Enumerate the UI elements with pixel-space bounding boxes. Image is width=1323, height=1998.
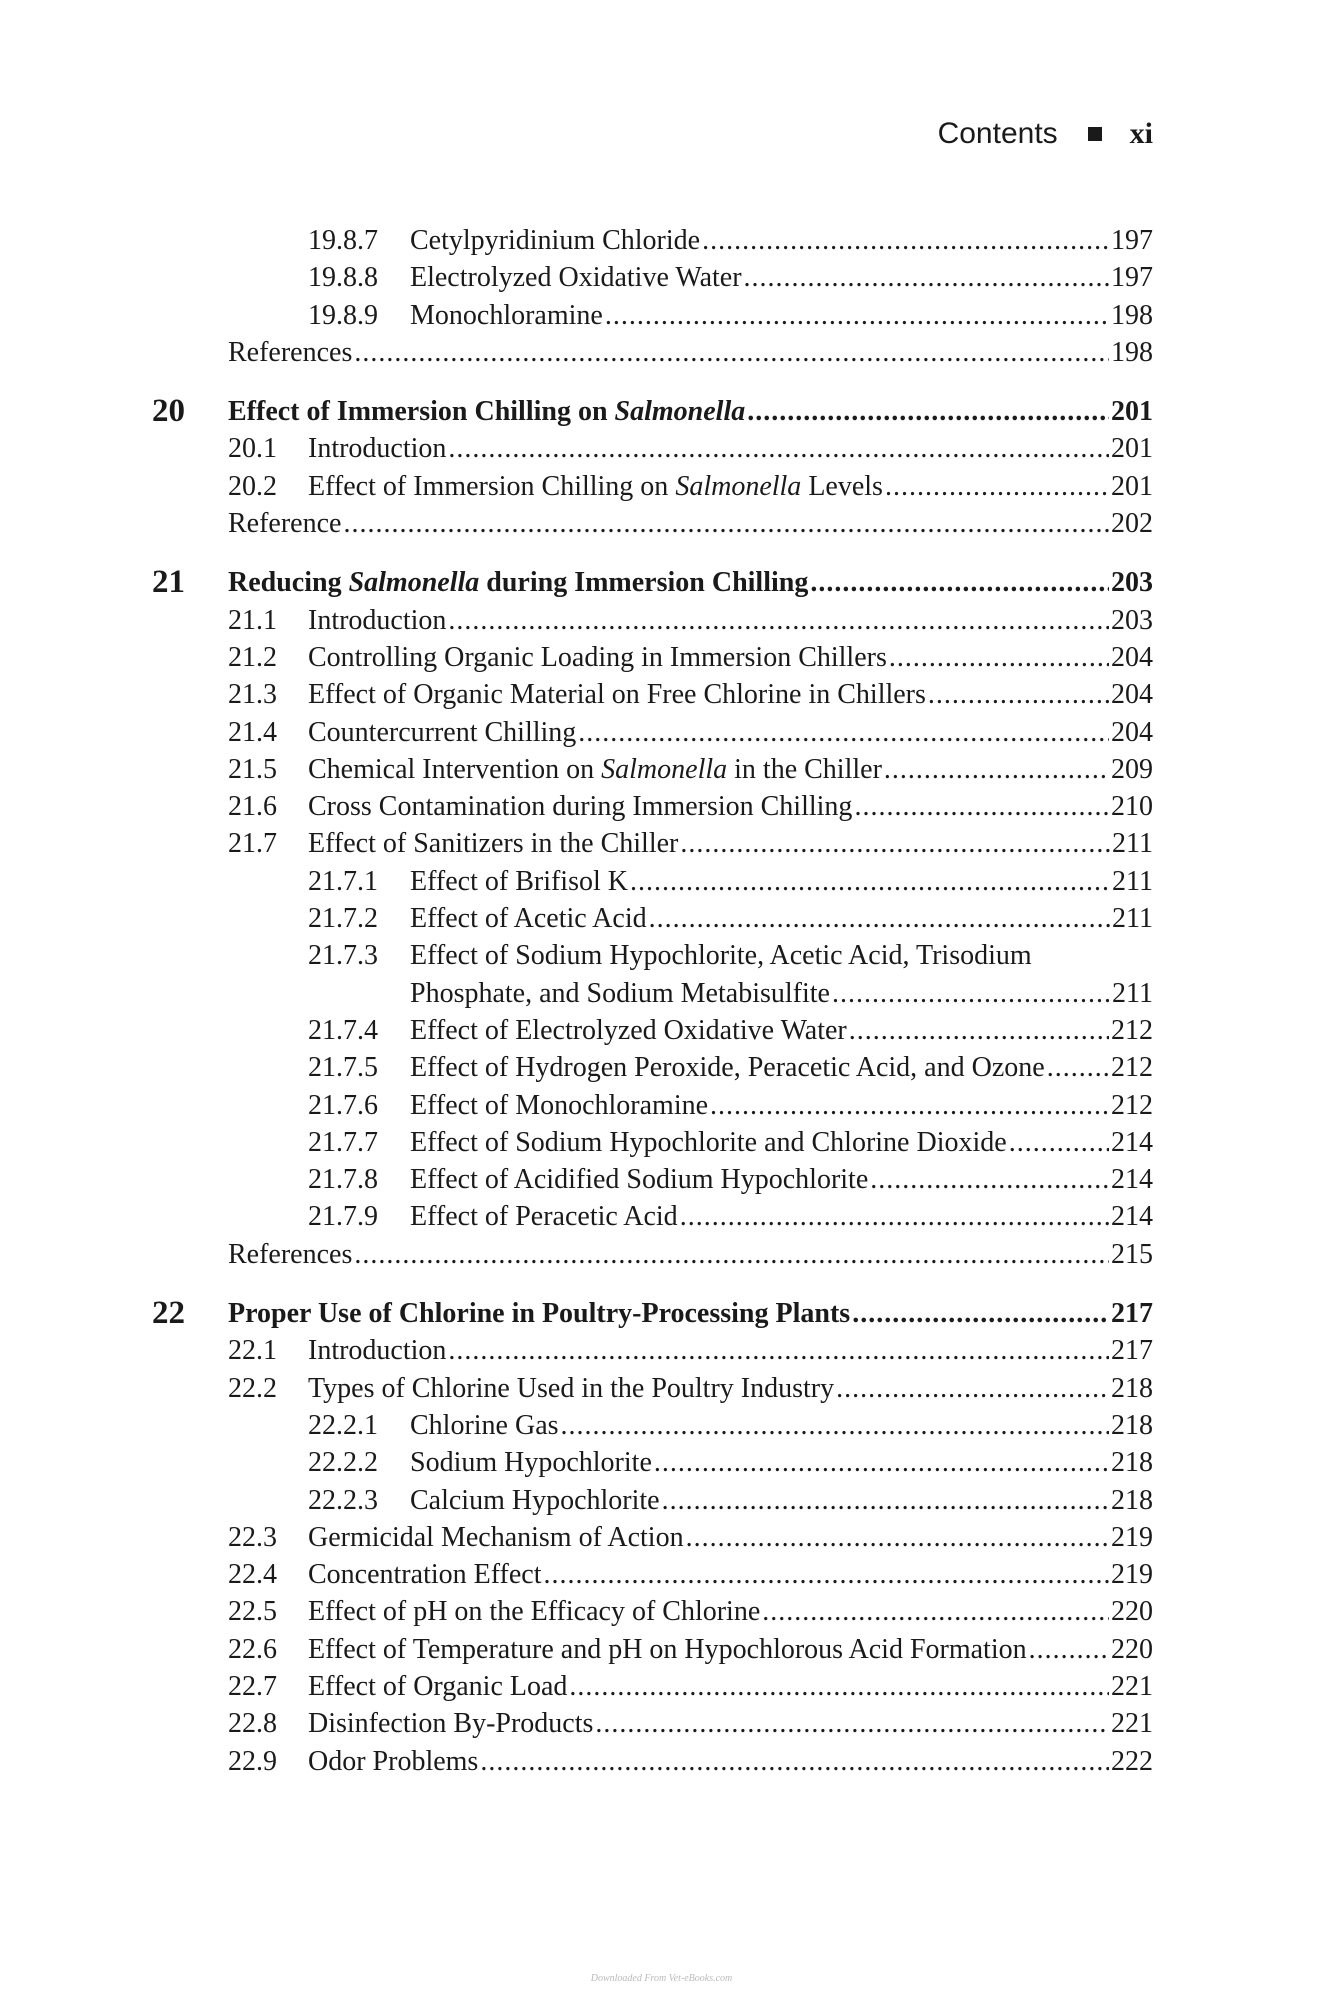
toc-entry-number: 21.7.4 [308, 1014, 378, 1046]
toc-entry-page: 212 [1111, 1014, 1153, 1046]
toc-entry-title: Reducing Salmonella during Immersion Chilling [228, 567, 809, 599]
dot-leader [654, 1444, 1109, 1481]
dot-leader [630, 863, 1110, 900]
toc-entry-row[interactable] [0, 1482, 1323, 1519]
toc-entry-title-line [410, 222, 1153, 259]
toc-entry-page: 215 [1111, 1238, 1153, 1270]
toc-entry-title-line [410, 1049, 1153, 1086]
dot-leader [354, 334, 1109, 371]
toc-entry-page: 209 [1111, 753, 1153, 785]
toc-entry-row[interactable] [0, 222, 1323, 259]
toc-entry-title: References [228, 1238, 353, 1270]
toc-entry-row[interactable] [0, 863, 1323, 900]
toc-entry-title-line [308, 602, 1153, 639]
toc-entry-page: 219 [1111, 1521, 1153, 1553]
toc-entry-title: Effect of Organic Load [308, 1670, 568, 1702]
toc-entry-title-line [410, 297, 1153, 334]
toc-entry-page: 212 [1111, 1052, 1153, 1084]
toc-entry-title: Effect of Hydrogen Peroxide, Peracetic Acid, and Ozone [410, 1052, 1045, 1084]
dot-leader [810, 564, 1109, 601]
toc-entry-number: 21 [152, 564, 185, 601]
toc-entry-number: 19.8.8 [308, 262, 378, 294]
dot-leader [1009, 1124, 1109, 1161]
watermark: Downloaded From Vet-eBooks.com [590, 1973, 733, 1984]
dot-leader [595, 1705, 1109, 1742]
toc-entry-row[interactable] [0, 900, 1323, 937]
dot-leader [605, 297, 1109, 334]
toc-entry-title: Effect of Acidified Sodium Hypochlorite [410, 1164, 869, 1196]
toc-entry-row[interactable] [0, 430, 1323, 467]
toc-entry-page: 214 [1111, 1164, 1153, 1196]
toc-entry-page: 204 [1111, 641, 1153, 673]
dot-leader [702, 222, 1109, 259]
toc-entry-page: 211 [1112, 903, 1153, 935]
toc-entry-title-line [308, 430, 1153, 467]
dot-leader [1047, 1049, 1109, 1086]
toc-entry-title-line [308, 788, 1153, 825]
toc-entry-number: 20.1 [228, 433, 277, 465]
square-bullet-icon [1088, 127, 1102, 141]
toc-entry-title: Introduction [308, 1335, 447, 1367]
toc-entry-row[interactable] [0, 825, 1323, 862]
toc-entry-number: 21.7 [228, 828, 277, 860]
toc-entry-title: Proper Use of Chlorine in Poultry-Processing Plants [228, 1298, 851, 1330]
toc-entry-title-line [228, 505, 1153, 542]
toc-entry-title: References [228, 336, 353, 368]
toc-entry-title-line [308, 825, 1153, 862]
toc-entry-page: 220 [1111, 1633, 1153, 1665]
toc-entry-title: Phosphate, and Sodium Metabisulfite [410, 977, 830, 1009]
toc-entry-title: Effect of Brifisol K [410, 865, 628, 897]
toc-entry-page: 221 [1111, 1708, 1153, 1740]
dot-leader [569, 1668, 1109, 1705]
toc-entry-page: 210 [1111, 791, 1153, 823]
toc-entry-title-line [410, 1198, 1153, 1235]
toc-entry-row[interactable] [0, 1012, 1323, 1049]
toc-entry-row[interactable] [0, 1444, 1323, 1481]
toc-entry-title-line [410, 1161, 1153, 1198]
dot-leader [448, 430, 1109, 467]
toc-entry-number: 22.3 [228, 1521, 277, 1553]
dot-leader [686, 1519, 1109, 1556]
dot-leader [852, 1295, 1109, 1332]
toc-entry-title-line [308, 1556, 1153, 1593]
dot-leader [889, 639, 1109, 676]
toc-entry-number: 22.6 [228, 1633, 277, 1665]
toc-entry-title: Effect of Electrolyzed Oxidative Water [410, 1014, 847, 1046]
toc-entry-number: 21.7.1 [308, 865, 378, 897]
toc-entry-title-line [308, 1332, 1153, 1369]
toc-entry-page: 203 [1111, 604, 1153, 636]
toc-entry-title-line [410, 937, 1153, 974]
dot-leader [747, 393, 1109, 430]
toc-entry-title: Chlorine Gas [410, 1409, 559, 1441]
toc-entry-row[interactable] [0, 1593, 1323, 1630]
toc-entry-title-line [228, 393, 1153, 430]
toc-entry-row[interactable] [0, 259, 1323, 296]
toc-entry-title-line [228, 334, 1153, 371]
toc-entry-page: 218 [1111, 1372, 1153, 1404]
toc-entry-title-line [308, 1519, 1153, 1556]
toc-entry-page: 197 [1111, 225, 1153, 256]
toc-entry-title-line [410, 975, 1153, 1012]
toc-entry-number: 21.7.3 [308, 940, 378, 972]
toc-entry-title-line [308, 1370, 1153, 1407]
toc-entry-number: 21.3 [228, 679, 277, 711]
toc-entry-row[interactable] [0, 1370, 1323, 1407]
toc-entry-page: 201 [1111, 470, 1153, 502]
toc-entry-row[interactable] [0, 334, 1323, 371]
dot-leader [448, 1332, 1109, 1369]
toc-entry-title: Effect of Acetic Acid [410, 903, 647, 935]
toc-entry-row[interactable] [0, 1161, 1323, 1198]
dot-leader [662, 1482, 1109, 1519]
toc-entry-title: Sodium Hypochlorite [410, 1447, 652, 1479]
toc-entry-row[interactable] [0, 1332, 1323, 1369]
toc-entry-number: 22.2.2 [308, 1447, 378, 1479]
toc-entry-number: 21.7.5 [308, 1052, 378, 1084]
toc-entry-page: 220 [1111, 1596, 1153, 1628]
toc-chapter-row[interactable] [0, 564, 1323, 601]
toc-entry-number: 22.5 [228, 1596, 277, 1628]
toc-entry-row[interactable] [0, 1556, 1323, 1593]
toc-entry-title: Effect of Peracetic Acid [410, 1201, 678, 1233]
toc-entry-page: 198 [1111, 299, 1153, 331]
toc-entry-number: 22.2.1 [308, 1409, 378, 1441]
toc-entry-number: 20 [152, 393, 185, 430]
toc-chapter-row[interactable] [0, 393, 1323, 430]
toc-entry-page: 217 [1111, 1335, 1153, 1367]
toc-entry-row[interactable] [0, 1087, 1323, 1124]
toc-entry-title: Disinfection By-Products [308, 1708, 594, 1740]
toc-entry-page: 214 [1111, 1126, 1153, 1158]
toc-entry-number: 21.5 [228, 753, 277, 785]
toc-entry-title: Electrolyzed Oxidative Water [410, 262, 742, 294]
toc-entry-number: 22.8 [228, 1708, 277, 1740]
toc-entry-row[interactable] [0, 1705, 1323, 1742]
toc-entry-row[interactable] [0, 975, 1323, 1012]
toc-entry-title-line [228, 1236, 1153, 1273]
dot-leader [854, 788, 1109, 825]
toc-entry-title-line [308, 1668, 1153, 1705]
toc-entry-page: 202 [1111, 508, 1153, 540]
toc-entry-title-line [410, 259, 1153, 296]
toc-entry-row[interactable] [0, 1049, 1323, 1086]
toc-entry-page: 217 [1111, 1298, 1153, 1330]
dot-leader [884, 751, 1109, 788]
toc-entry-page: 211 [1112, 977, 1153, 1009]
toc-entry-title-line [410, 1482, 1153, 1519]
toc-entry-page: 211 [1112, 828, 1153, 860]
toc-entry-page: 221 [1111, 1670, 1153, 1702]
dot-leader [649, 900, 1110, 937]
toc-entry-row[interactable] [0, 1519, 1323, 1556]
toc-entry-title: Effect of Monochloramine [410, 1089, 709, 1121]
toc-entry-number: 22.1 [228, 1335, 277, 1367]
toc-entry-title-line [308, 1593, 1153, 1630]
toc-entry-title: Cross Contamination during Immersion Chilling [308, 791, 853, 823]
dot-leader [928, 676, 1109, 713]
toc-entry-page: 211 [1112, 865, 1153, 897]
toc-entry-number: 19.8.7 [308, 225, 378, 256]
toc-entry-title-line [308, 1631, 1153, 1668]
toc-entry-page: 204 [1111, 716, 1153, 748]
toc-entry-title-line [308, 639, 1153, 676]
dot-leader [870, 1161, 1109, 1198]
toc-entry-title-line [308, 1743, 1153, 1780]
dot-leader [744, 259, 1109, 296]
running-head [938, 117, 1153, 151]
toc-entry-title: Odor Problems [308, 1745, 479, 1777]
toc-entry-title: Effect of pH on the Efficacy of Chlorine [308, 1596, 761, 1628]
toc-entry-number: 22.2.3 [308, 1484, 378, 1516]
toc-entry-title-line [410, 1124, 1153, 1161]
table-of-contents [0, 222, 1323, 1780]
toc-entry-title: Calcium Hypochlorite [410, 1484, 660, 1516]
dot-leader [762, 1593, 1109, 1630]
toc-entry-row[interactable] [0, 297, 1323, 334]
toc-entry-page: 198 [1111, 336, 1153, 368]
toc-entry-number: 21.7.2 [308, 903, 378, 935]
toc-entry-title: Effect of Temperature and pH on Hypochlorous Acid Formation [308, 1633, 1027, 1665]
toc-entry-page: 204 [1111, 679, 1153, 711]
toc-entry-title: Countercurrent Chilling [308, 716, 577, 748]
toc-entry-page: 203 [1111, 567, 1153, 599]
toc-entry-title: Cetylpyridinium Chloride [410, 225, 701, 256]
toc-chapter-row[interactable] [0, 1295, 1323, 1332]
dot-leader [448, 602, 1109, 639]
toc-entry-title-line [308, 1705, 1153, 1742]
toc-entry-title: Germicidal Mechanism of Action [308, 1521, 684, 1553]
toc-entry-title-line [410, 1012, 1153, 1049]
toc-entry-page: 214 [1111, 1201, 1153, 1233]
toc-entry-title-line [410, 1407, 1153, 1444]
toc-entry-title-line [308, 676, 1153, 713]
toc-entry-row[interactable] [0, 639, 1323, 676]
toc-entry-page: 222 [1111, 1745, 1153, 1777]
toc-entry-title: Effect of Sodium Hypochlorite, Acetic Acid, Trisodium [410, 940, 1032, 972]
toc-entry-row[interactable] [0, 505, 1323, 542]
toc-entry-row[interactable] [0, 788, 1323, 825]
toc-entry-title-line [410, 863, 1153, 900]
dot-leader [561, 1407, 1109, 1444]
toc-entry-row[interactable] [0, 1668, 1323, 1705]
toc-entry-number: 22.4 [228, 1559, 277, 1591]
dot-leader [544, 1556, 1109, 1593]
dot-leader [836, 1370, 1109, 1407]
toc-entry-title: Types of Chlorine Used in the Poultry Industry [308, 1372, 835, 1404]
toc-entry-title: Effect of Sanitizers in the Chiller [308, 828, 679, 860]
toc-entry-page: 201 [1111, 433, 1153, 465]
toc-entry-title-line [410, 900, 1153, 937]
toc-entry-number: 21.6 [228, 791, 277, 823]
toc-entry-title: Effect of Immersion Chilling on Salmonella [228, 396, 746, 428]
dot-leader [578, 714, 1109, 751]
toc-entry-title: Effect of Sodium Hypochlorite and Chlorine Dioxide [410, 1126, 1007, 1158]
toc-entry-row[interactable] [0, 676, 1323, 713]
dot-leader [680, 1198, 1109, 1235]
toc-entry-page: 201 [1111, 396, 1153, 428]
dot-leader [354, 1236, 1109, 1273]
toc-entry-number: 20.2 [228, 470, 277, 502]
toc-entry-title: Introduction [308, 433, 447, 465]
dot-leader [1029, 1631, 1109, 1668]
toc-entry-number: 21.1 [228, 604, 277, 636]
toc-entry-row[interactable] [0, 1236, 1323, 1273]
toc-entry-page: 218 [1111, 1447, 1153, 1479]
toc-entry-title: Effect of Immersion Chilling on Salmonella Levels [308, 470, 883, 502]
toc-entry-row[interactable] [0, 751, 1323, 788]
toc-entry-number: 22 [152, 1295, 185, 1332]
toc-entry-title: Effect of Organic Material on Free Chlorine in Chillers [308, 679, 926, 711]
toc-entry-row[interactable] [0, 1407, 1323, 1444]
toc-entry-title: Monochloramine [410, 299, 603, 331]
toc-entry-page: 212 [1111, 1089, 1153, 1121]
toc-entry-row[interactable] [0, 714, 1323, 751]
toc-entry-page: 218 [1111, 1409, 1153, 1441]
toc-entry-row[interactable] [0, 937, 1323, 974]
dot-leader [832, 975, 1110, 1012]
toc-entry-title-line [410, 1444, 1153, 1481]
page-number: xi [1129, 117, 1153, 150]
toc-entry-title: Introduction [308, 604, 447, 636]
dot-leader [680, 825, 1110, 862]
toc-entry-number: 22.7 [228, 1670, 277, 1702]
running-head-title: Contents [937, 117, 1058, 150]
toc-entry-number: 22.9 [228, 1745, 277, 1777]
toc-entry-number: 21.4 [228, 716, 277, 748]
toc-entry-number: 21.7.8 [308, 1164, 378, 1196]
toc-entry-title: Chemical Intervention on Salmonella in the Chiller [308, 753, 882, 785]
toc-entry-page: 197 [1111, 262, 1153, 294]
toc-entry-number: 19.8.9 [308, 299, 378, 331]
toc-entry-number: 21.2 [228, 641, 277, 673]
dot-leader [885, 468, 1109, 505]
toc-entry-title-line [228, 564, 1153, 601]
toc-entry-title: Reference [228, 508, 342, 540]
toc-entry-number: 22.2 [228, 1372, 277, 1404]
toc-entry-number: 21.7.9 [308, 1201, 378, 1233]
toc-entry-title: Controlling Organic Loading in Immersion Chillers [308, 641, 887, 673]
toc-entry-title-line [308, 751, 1153, 788]
toc-entry-title-line [308, 714, 1153, 751]
dot-leader [710, 1087, 1109, 1124]
toc-entry-page: 218 [1111, 1484, 1153, 1516]
toc-entry-title-line [410, 1087, 1153, 1124]
toc-entry-page: 219 [1111, 1559, 1153, 1591]
toc-entry-row[interactable] [0, 602, 1323, 639]
toc-entry-number: 21.7.6 [308, 1089, 378, 1121]
toc-entry-row[interactable] [0, 1198, 1323, 1235]
toc-entry-row[interactable] [0, 1631, 1323, 1668]
dot-leader [849, 1012, 1109, 1049]
toc-entry-title: Concentration Effect [308, 1559, 542, 1591]
toc-entry-row[interactable] [0, 468, 1323, 505]
toc-entry-row[interactable] [0, 1124, 1323, 1161]
toc-entry-row[interactable] [0, 1743, 1323, 1780]
toc-entry-number: 21.7.7 [308, 1126, 378, 1158]
dot-leader [343, 505, 1109, 542]
toc-entry-title-line [308, 468, 1153, 505]
toc-entry-title-line [228, 1295, 1153, 1332]
dot-leader [480, 1743, 1109, 1780]
